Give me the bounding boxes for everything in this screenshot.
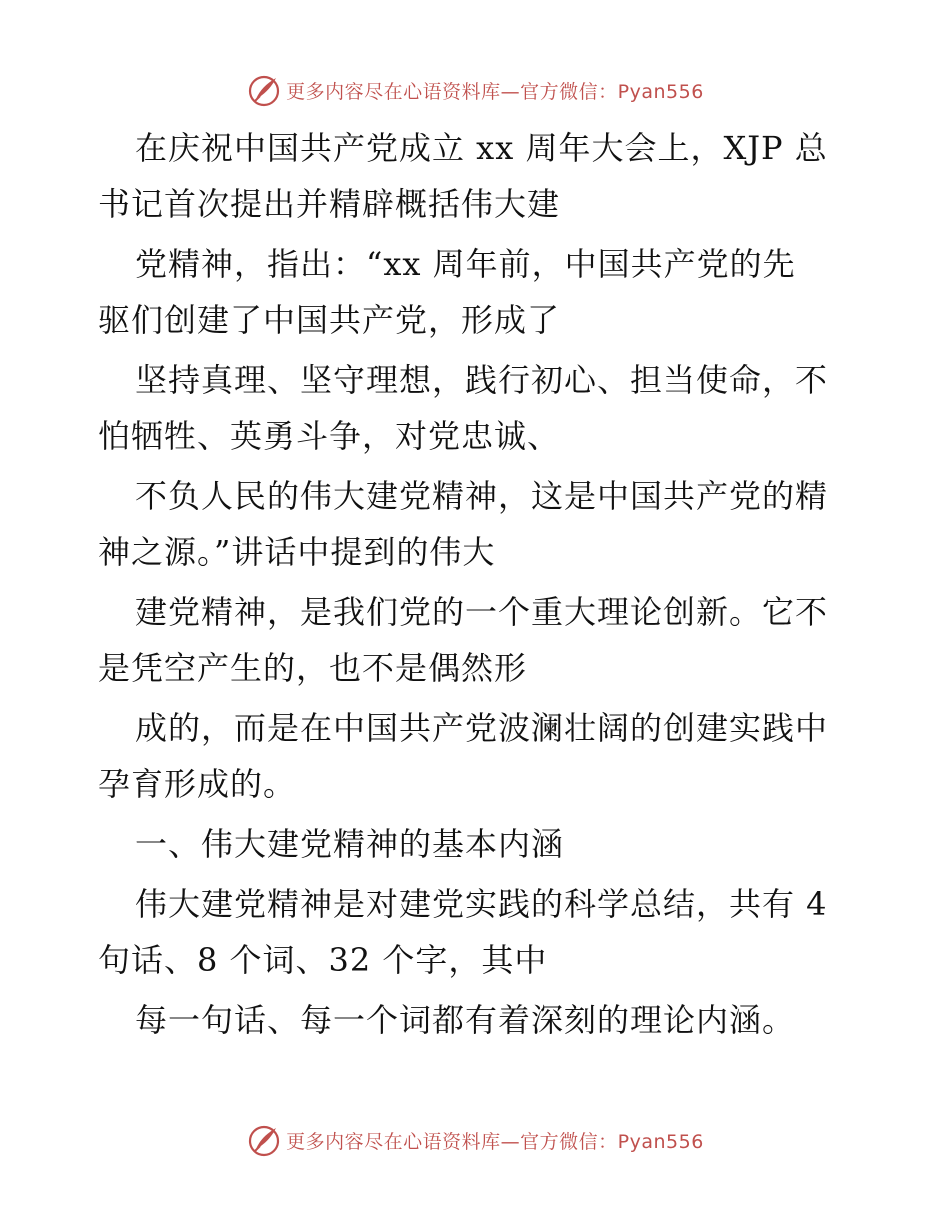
paragraph-line: 在庆祝中国共产党成立 xx 周年大会上，XJP 总 — [135, 129, 828, 167]
section-heading: 一、伟大建党精神的基本内涵 — [135, 825, 565, 863]
watermark-text: 更多内容尽在心语资料库—官方微信：Pyan556 — [286, 1130, 704, 1153]
paragraph-line: 每一句话、每一个词都有着深刻的理论内涵。 — [135, 1001, 796, 1039]
paragraph-line: 驱们创建了中国共产党，形成了 — [98, 301, 561, 339]
paragraph-line: 句话、8 个词、32 个字，其中 — [98, 941, 548, 979]
paragraph-line: 坚持真理、坚守理想，践行初心、担当使命，不 — [135, 361, 829, 399]
footer-watermark — [0, 1120, 950, 1160]
watermark-text: 更多内容尽在心语资料库—官方微信：Pyan556 — [286, 80, 704, 103]
feather-logo-icon — [246, 72, 282, 108]
paragraph-line: 成的，而是在中国共产党波澜壮阔的创建实践中 — [135, 709, 829, 747]
header-watermark — [0, 70, 950, 110]
paragraph-line: 是凭空产生的，也不是偶然形 — [98, 649, 528, 687]
paragraph-line: 建党精神，是我们党的一个重大理论创新。它不 — [135, 593, 829, 631]
paragraph-line: 伟大建党精神是对建党实践的科学总结，共有 4 — [135, 885, 828, 923]
paragraph-line: 书记首次提出并精辟概括伟大建 — [98, 185, 561, 223]
paragraph-line: 孕育形成的。 — [98, 765, 297, 803]
paragraph-line: 党精神，指出：“xx 周年前，中国共产党的先 — [135, 245, 796, 283]
paragraph-line: 怕牺牲、英勇斗争，对党忠诚、 — [98, 417, 561, 455]
paragraph-line: 神之源。”讲话中提到的伟大 — [98, 533, 496, 571]
feather-logo-icon — [246, 1122, 282, 1158]
paragraph-line: 不负人民的伟大建党精神，这是中国共产党的精 — [135, 477, 829, 515]
